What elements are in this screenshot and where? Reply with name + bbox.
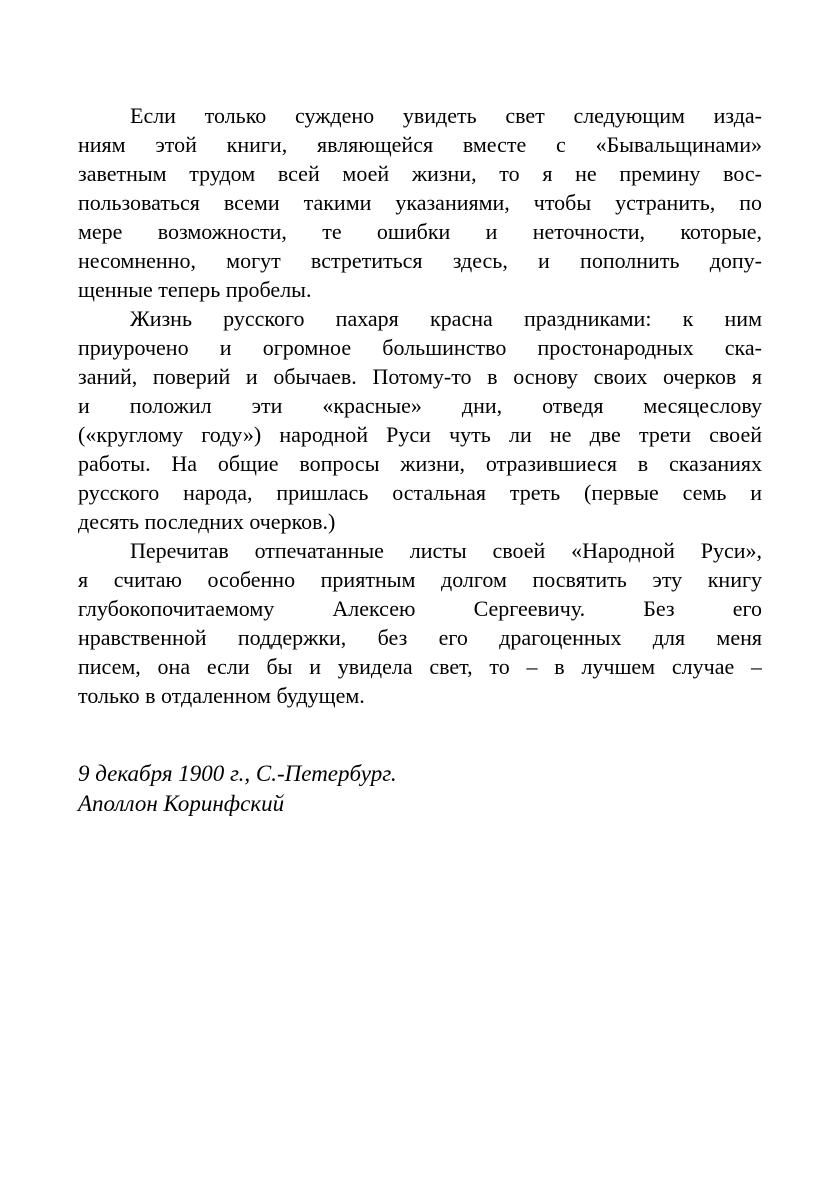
preface-text <box>78 101 762 819</box>
text-line: мере возможности, те ошибки и неточности, которые, <box>78 219 762 244</box>
text-line: ниям этой книги, являющейся вместе с «Бывальщинами» <box>78 132 762 157</box>
text-line: заний, поверий и обычаев. Потому-то в основу своих очерков я <box>78 364 762 389</box>
text-line: десять последних очерков.) <box>78 509 336 534</box>
text-line: щенные теперь пробелы. <box>78 277 312 302</box>
text-line: только в отдаленном будущем. <box>78 683 365 708</box>
text-line: писем, она если бы и увидела свет, то – в лучшем случае – <box>78 654 762 679</box>
signature-date-place: 9 декабря 1900 г., С.-Петербург. <box>78 761 397 786</box>
paragraph-1 <box>78 101 762 304</box>
text-line: нравственной поддержки, без его драгоценных для меня <box>78 625 762 650</box>
text-line: русского народа, пришлась остальная треть (первые семь и <box>78 480 762 505</box>
text-line: приурочено и огромное большинство простонародных ска- <box>78 335 762 360</box>
text-line: Жизнь русского пахаря красна праздниками: к ним <box>130 306 762 331</box>
text-line: и положил эти «красные» дни, отведя месяцеслову <box>78 393 762 418</box>
paragraph-3 <box>78 536 762 710</box>
text-line: глубокопочитаемому Алексею Сергеевичу. Без его <box>78 596 762 621</box>
text-line: работы. На общие вопросы жизни, отразившиеся в сказаниях <box>78 451 762 476</box>
text-line: Перечитав отпечатанные листы своей «Народной Руси», <box>130 538 762 563</box>
signature-author: Аполлон Коринфский <box>78 791 285 816</box>
text-line: я считаю особенно приятным долгом посвятить эту книгу <box>78 567 762 592</box>
text-line: Если только суждено увидеть свет следующим изда- <box>130 103 762 128</box>
signature-block <box>78 759 762 819</box>
paragraph-2 <box>78 304 762 536</box>
text-line: («круглому году») народной Руси чуть ли не две трети своей <box>78 422 762 447</box>
text-line: пользоваться всеми такими указаниями, чтобы устранить, по <box>78 190 762 215</box>
text-line: заветным трудом всей моей жизни, то я не премину вос- <box>78 161 762 186</box>
text-line: несомненно, могут встретиться здесь, и пополнить допу- <box>78 248 762 273</box>
